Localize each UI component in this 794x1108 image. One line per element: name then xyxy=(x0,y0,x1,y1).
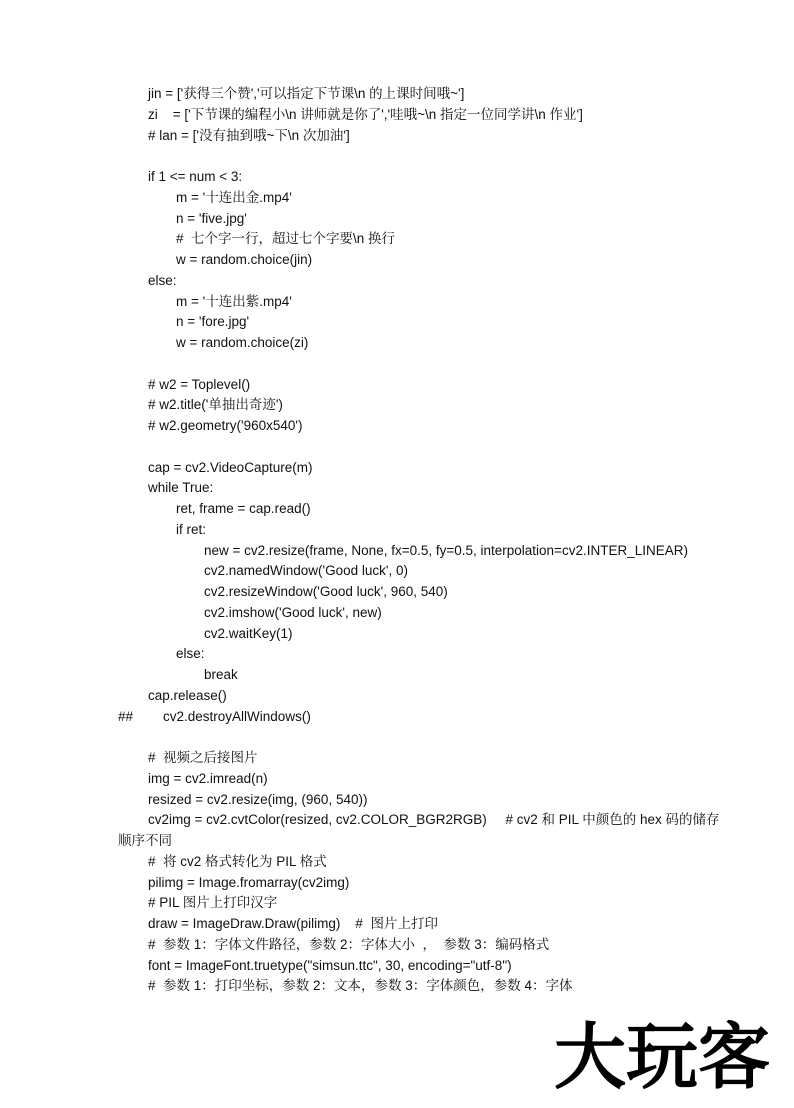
code-line: # 视频之后接图片 xyxy=(148,750,258,765)
code-line: # 将 cv2 格式转化为 PIL 格式 xyxy=(148,853,327,869)
code-line: else: xyxy=(148,272,177,288)
code-line: cv2.imshow('Good luck', new) xyxy=(204,604,382,620)
code-line: m = '十连出紫.mp4' xyxy=(176,293,292,309)
code-line: n = 'fore.jpg' xyxy=(176,314,250,330)
code-line: cv2.namedWindow('Good luck', 0) xyxy=(204,563,408,579)
code-line: m = '十连出金.mp4' xyxy=(176,189,292,205)
code-line: ## cv2.destroyAllWindows() xyxy=(118,708,311,724)
code-line: # 七个字一行，超过七个字要\n 换行 xyxy=(176,231,396,247)
code-line: img = cv2.imread(n) xyxy=(148,770,268,786)
code-line: jin = ['获得三个赞','可以指定下节课\n 的上课时间哦~'] xyxy=(148,86,465,101)
code-line: cv2.resizeWindow('Good luck', 960, 540) xyxy=(204,584,448,599)
code-line: cap = cv2.VideoCapture(m) xyxy=(148,459,313,475)
code-line: n = 'five.jpg' xyxy=(176,210,247,226)
code-line: cv2img = cv2.cvtColor(resized, cv2.COLOR_BGR2RGB) # cv2 和 PIL 中颜色的 hex 码的储存 xyxy=(148,812,720,828)
code-line: # lan = ['没有抽到哦~下\n 次加油'] xyxy=(148,127,350,143)
code-line: cap.release() xyxy=(148,687,227,703)
code-line: break xyxy=(204,667,238,682)
code-line: draw = ImageDraw.Draw(pilimg) # 图片上打印 xyxy=(148,916,438,931)
code-line: if 1 <= num < 3: xyxy=(148,169,243,184)
code-line: # w2 = Toplevel() xyxy=(148,376,251,392)
code-line: else: xyxy=(176,646,205,662)
code-line: pilimg = Image.fromarray(cv2img) xyxy=(148,874,350,890)
code-line: cv2.waitKey(1) xyxy=(204,625,293,641)
code-line: # 参数 1：字体文件路径，参数 2：字体大小 ， 参数 3：编码格式 xyxy=(148,936,550,952)
code-line: # w2.title('单抽出奇迹') xyxy=(148,397,283,413)
code-line: # w2.geometry('960x540') xyxy=(148,418,303,433)
watermark-logo xyxy=(542,1016,782,1094)
code-line: w = random.choice(zi) xyxy=(176,335,309,350)
code-line: if ret: xyxy=(176,521,207,537)
code-line: 顺序不同 xyxy=(118,833,172,848)
code-line: ret, frame = cap.read() xyxy=(176,501,311,516)
code-line: font = ImageFont.truetype("simsun.ttc", 30, encoding="utf-8") xyxy=(148,957,512,973)
code-line: resized = cv2.resize(img, (960, 540)) xyxy=(148,791,368,807)
code-line: # PIL 图片上打印汉字 xyxy=(148,895,278,911)
code-line: new = cv2.resize(frame, None, fx=0.5, fy=0.5, interpolation=cv2.INTER_LINEAR) xyxy=(204,542,688,558)
code-line: zi = ['下节课的编程小\n 讲师就是你了','哇哦~\n 指定一位同学讲\n 作业'] xyxy=(148,106,583,122)
code-line: w = random.choice(jin) xyxy=(176,252,313,267)
watermark-text: 大玩客 xyxy=(553,1016,771,1094)
code-line: while True: xyxy=(148,480,214,496)
code-line: # 参数 1：打印坐标，参数 2：文本，参数 3：字体颜色，参数 4：字体 xyxy=(148,978,573,994)
